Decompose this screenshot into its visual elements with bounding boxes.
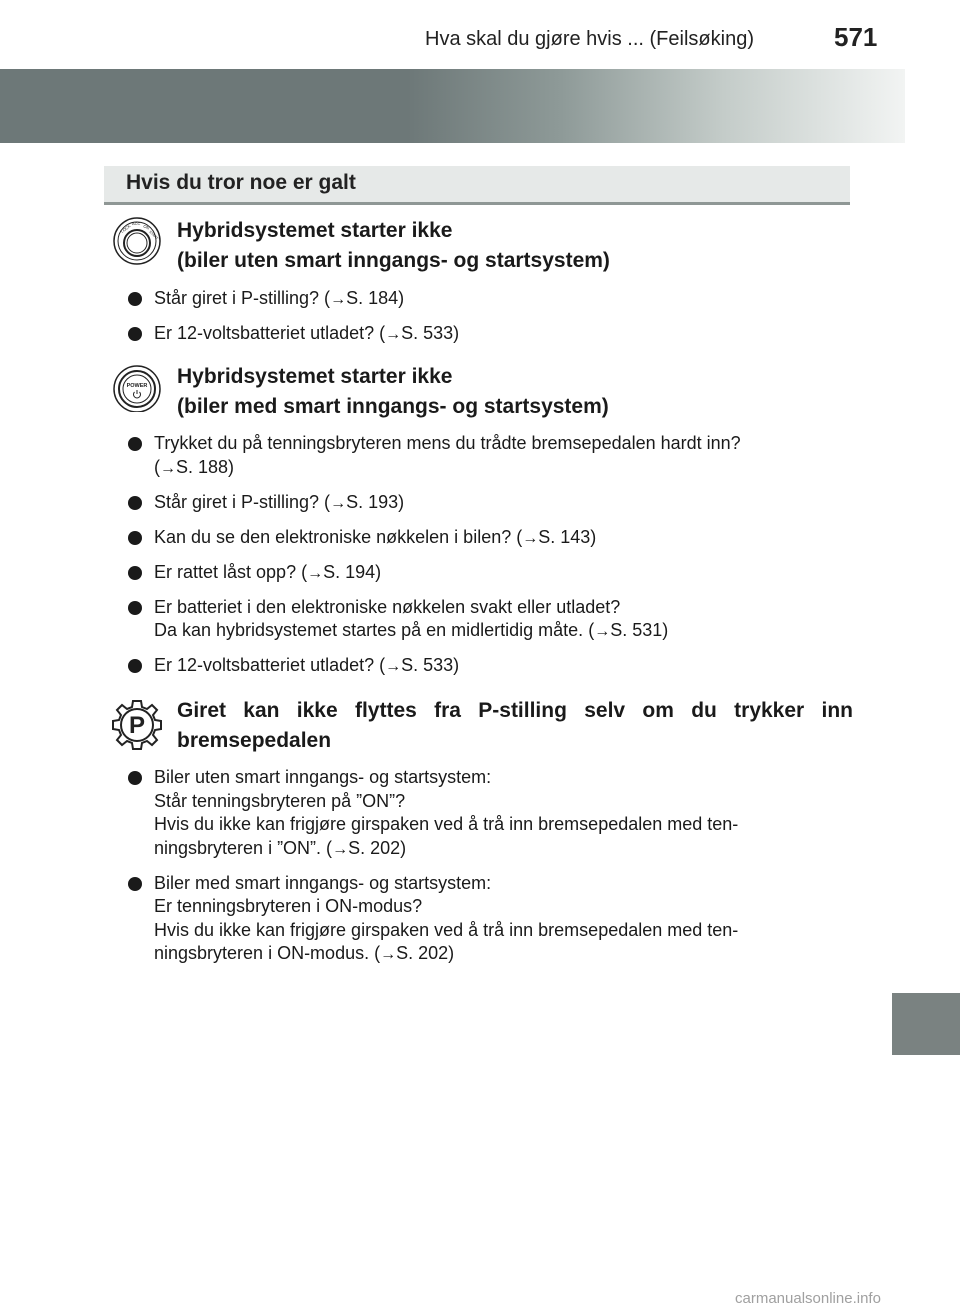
power-button-icon xyxy=(112,362,162,412)
list-item: Trykket du på tenningsbryteren mens du trådte bremsepedalen hardt inn? (→S. 188) xyxy=(128,432,842,480)
park-label: P xyxy=(128,712,146,739)
page-reference-link[interactable]: S. 533) xyxy=(401,655,460,675)
list-item: Er rattet låst opp? (→S. 194) xyxy=(128,561,842,586)
arrow-icon: → xyxy=(380,946,397,963)
chapter-side-tab xyxy=(892,993,960,1055)
bullet-icon xyxy=(128,531,142,545)
page-reference-link[interactable]: S. 184) xyxy=(346,288,405,308)
page-number: 571 xyxy=(834,22,878,52)
page-reference-link[interactable]: S. 202) xyxy=(396,943,455,963)
list-item: Er 12-voltsbatteriet utladet? (→S. 533) xyxy=(128,322,842,347)
arrow-icon: → xyxy=(307,564,324,582)
svg-text:ON: ON xyxy=(142,223,151,231)
arrow-icon: → xyxy=(522,529,539,547)
power-label: POWER xyxy=(126,383,148,389)
list-item: Biler uten smart inngangs- og startsystem: Står tenningsbryteren på ”ON”? Hvis du ikke kan frigjøre girspaken ved å trå inn bremsepedalen med ten- ningsbryteren i ”ON”. (→S. 202) xyxy=(128,766,842,861)
chapter-banner xyxy=(0,69,905,143)
topic1-bullets xyxy=(128,287,842,357)
page-reference-link[interactable]: S. 202) xyxy=(348,837,407,858)
bullet-icon xyxy=(128,771,142,785)
section-title: Hvis du tror noe er galt xyxy=(126,171,356,194)
list-item: Er 12-voltsbatteriet utladet? (→S. 533) xyxy=(128,654,842,679)
ignition-switch-icon xyxy=(112,216,162,266)
page-reference-link[interactable]: S. 194) xyxy=(323,561,382,582)
bullet-icon xyxy=(128,496,142,510)
page-reference-link[interactable]: S. 531) xyxy=(610,620,669,640)
arrow-icon: → xyxy=(330,494,347,512)
arrow-icon: → xyxy=(385,658,402,675)
list-item: Er batteriet i den elektroniske nøkkelen svakt eller utladet? Da kan hybridsystemet startes på en midlertidig måte. (→S. 531) xyxy=(128,596,842,644)
arrow-icon: → xyxy=(594,623,611,640)
list-item: Står giret i P-stilling? (→S. 193) xyxy=(128,491,842,516)
arrow-icon: → xyxy=(385,326,402,343)
header-title: Hva skal du gjøre hvis ... (Feilsøking) xyxy=(425,28,754,50)
bullet-icon xyxy=(128,601,142,615)
page-reference-link[interactable]: S. 193) xyxy=(346,491,405,512)
bullet-icon xyxy=(128,877,142,891)
page-reference-link[interactable]: S. 533) xyxy=(401,323,460,343)
bullet-icon xyxy=(128,327,142,341)
topic3-heading: Giret kan ikke flyttes fra P-stilling selv om du trykker inn bremsepedalen xyxy=(177,699,853,752)
arrow-icon: → xyxy=(160,459,176,477)
arrow-icon: → xyxy=(330,291,347,308)
list-item: Biler med smart inngangs- og startsystem: Er tenningsbryteren i ON-modus? Hvis du ikke kan frigjøre girspaken ved å trå inn bremsepedalen med ten- ningsbryteren i ON-modus. (→S. 202) xyxy=(128,872,842,967)
list-item: Kan du se den elektroniske nøkkelen i bilen? (→S. 143) xyxy=(128,526,842,551)
bullet-icon xyxy=(128,292,142,306)
page-reference-link[interactable]: S. 143) xyxy=(538,526,597,547)
park-gear-icon xyxy=(112,700,162,750)
topic1-heading: Hybridsystemet starter ikke (biler uten smart inngangs- og startsystem) xyxy=(177,219,610,272)
page-reference-link[interactable]: S. 188) xyxy=(176,456,235,477)
list-item: Står giret i P-stilling? (→S. 184) xyxy=(128,287,842,312)
topic2-bullets xyxy=(128,432,842,689)
svg-text:START: START xyxy=(148,229,160,241)
bullet-icon xyxy=(128,659,142,673)
watermark: carmanualsonline.info xyxy=(735,1290,881,1307)
svg-text:LOCK: LOCK xyxy=(119,223,132,234)
bullet-icon xyxy=(128,437,142,451)
topic3-bullets xyxy=(128,766,842,977)
svg-text:ACC: ACC xyxy=(132,221,141,226)
arrow-icon: → xyxy=(332,840,349,858)
section-heading-box xyxy=(104,166,850,205)
bullet-icon xyxy=(128,566,142,580)
topic2-heading: Hybridsystemet starter ikke (biler med smart inngangs- og startsystem) xyxy=(177,365,609,418)
